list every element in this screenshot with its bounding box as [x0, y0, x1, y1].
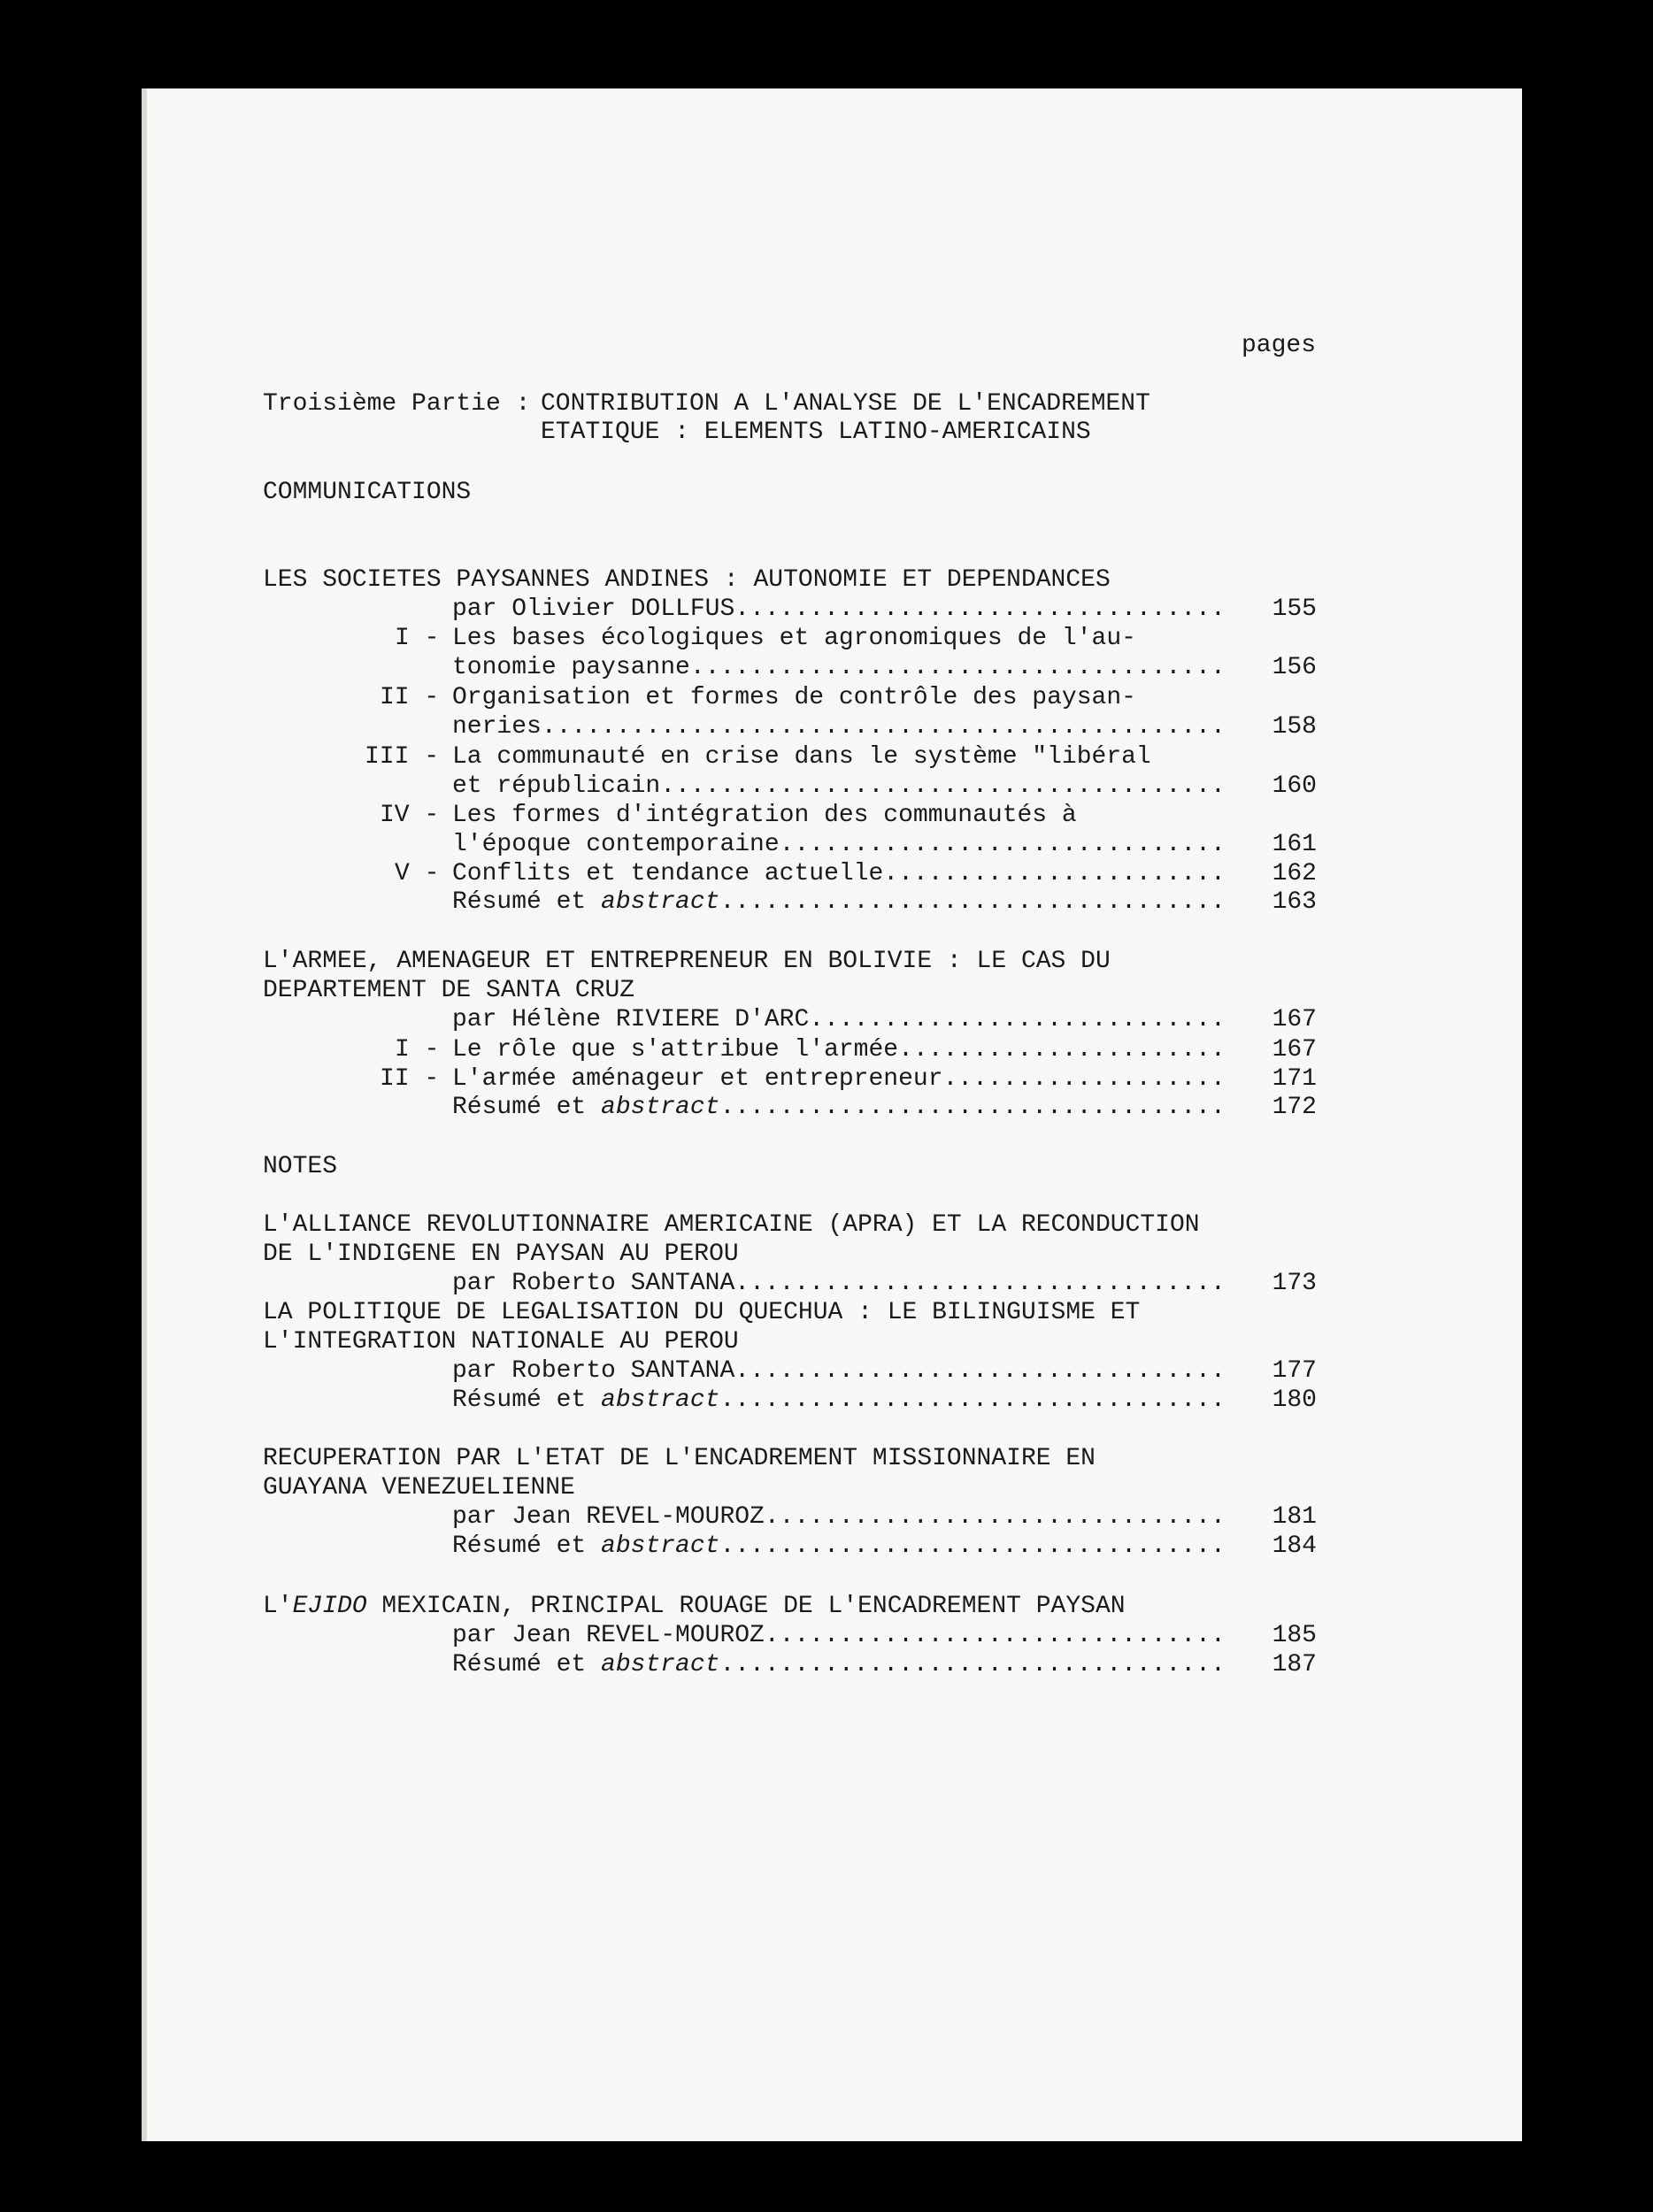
dot-leader: [719, 1532, 1219, 1561]
article1-item3-entry: [452, 772, 1317, 801]
note2-title-line1: LA POLITIQUE DE LEGALISATION DU QUECHUA : LE BILINGUISME ET: [263, 1299, 1141, 1326]
article1-item5-num: V -: [395, 860, 440, 887]
abstract-label: abstract: [601, 888, 720, 916]
dot-leader: [765, 1503, 1219, 1532]
article1-item1-line1: Les bases écologiques et agronomiques de l'au-: [452, 625, 1136, 652]
dot-leader: [719, 1386, 1219, 1415]
dot-leader: [719, 888, 1219, 917]
note3-title-line2: GUAYANA VENEZUELIENNE: [263, 1474, 575, 1502]
pages-header: pages: [1242, 332, 1317, 359]
article1-item4-line1: Les formes d'intégration des communautés à: [452, 802, 1077, 829]
article1-item3-page: 160: [1272, 772, 1317, 800]
note2-author: par Roberto SANTANA: [452, 1357, 735, 1385]
article2-author-page: 167: [1272, 1006, 1317, 1033]
article1-item1-num: I -: [395, 625, 440, 652]
dot-leader: [883, 860, 1219, 888]
abstract-label: abstract: [601, 1651, 720, 1678]
note2-resume-page: 180: [1272, 1386, 1317, 1414]
dot-leader: [765, 1622, 1219, 1650]
dot-leader: [719, 1651, 1219, 1679]
article2-item1-num: I -: [395, 1036, 440, 1064]
section-communications: COMMUNICATIONS: [263, 479, 472, 506]
dot-leader: [780, 831, 1219, 859]
dot-leader: [898, 1036, 1219, 1064]
article2-item1-entry: [452, 1036, 1317, 1064]
article1-item2-num: II -: [380, 684, 440, 711]
article1-item1-page: 156: [1272, 654, 1317, 681]
article2-item2-page: 171: [1272, 1065, 1317, 1093]
dot-leader: [660, 772, 1219, 801]
article1-item5-page: 162: [1272, 860, 1317, 887]
note4-title-italic: EJIDO: [292, 1593, 367, 1620]
article1-item4-line2: l'époque contemporaine: [452, 831, 780, 858]
resume-label: Résumé et: [452, 888, 602, 916]
article1-item3-line1: La communauté en crise dans le système "libéral: [452, 743, 1151, 771]
note1-author-page: 173: [1272, 1270, 1317, 1297]
dot-leader: [734, 1357, 1219, 1386]
note4-title-prefix: L': [263, 1593, 293, 1620]
article2-item2-entry: [452, 1065, 1317, 1094]
note1-author-entry: [452, 1270, 1317, 1298]
note4-resume-page: 187: [1272, 1651, 1317, 1678]
article1-item3-num: III -: [365, 743, 440, 771]
article2-title-line2: DEPARTEMENT DE SANTA CRUZ: [263, 977, 635, 1004]
dot-leader: [690, 654, 1219, 682]
article2-title-line1: L'ARMEE, AMENAGEUR ET ENTREPRENEUR EN BOLIVIE : LE CAS DU: [263, 948, 1111, 975]
note4-title-rest: MEXICAIN, PRINCIPAL ROUAGE DE L'ENCADREMENT PAYSAN: [366, 1593, 1126, 1620]
abstract-label: abstract: [601, 1094, 720, 1121]
article1-resume-page: 163: [1272, 888, 1317, 916]
abstract-label: abstract: [601, 1386, 720, 1414]
note3-author-entry: [452, 1503, 1317, 1532]
note3-title-line1: RECUPERATION PAR L'ETAT DE L'ENCADREMENT MISSIONNAIRE EN: [263, 1445, 1096, 1472]
note2-author-page: 177: [1272, 1357, 1317, 1385]
resume-label: Résumé et: [452, 1651, 602, 1678]
dot-leader: [719, 1094, 1219, 1122]
resume-label: Résumé et: [452, 1532, 602, 1560]
article2-resume-entry: [452, 1094, 1317, 1122]
note4-title: [263, 1593, 1126, 1621]
abstract-label: abstract: [601, 1532, 720, 1560]
note2-title-line2: L'INTEGRATION NATIONALE AU PEROU: [263, 1328, 739, 1356]
note3-author: par Jean REVEL-MOUROZ: [452, 1503, 765, 1531]
note1-title-line1: L'ALLIANCE REVOLUTIONNAIRE AMERICAINE (APRA) ET LA RECONDUCTION: [263, 1211, 1200, 1239]
dot-leader: [809, 1006, 1219, 1034]
article1-item1-line2: tonomie paysanne: [452, 654, 690, 681]
article2-author: par Hélène RIVIERE D'ARC: [452, 1006, 810, 1033]
article1-item2-page: 158: [1272, 713, 1317, 741]
article1-item4-page: 161: [1272, 831, 1317, 858]
article1-author-entry: [452, 595, 1317, 624]
note2-resume-entry: [452, 1386, 1317, 1415]
note1-title-line2: DE L'INDIGENE EN PAYSAN AU PEROU: [263, 1240, 739, 1268]
note1-author: par Roberto SANTANA: [452, 1270, 735, 1297]
article1-author: par Olivier DOLLFUS: [452, 595, 735, 623]
resume-label: Résumé et: [452, 1386, 602, 1414]
note4-author: par Jean REVEL-MOUROZ: [452, 1622, 765, 1649]
dot-leader: [734, 595, 1219, 624]
note3-author-page: 181: [1272, 1503, 1317, 1531]
article2-author-entry: [452, 1006, 1317, 1034]
article1-item2-line2: neries: [452, 713, 542, 741]
article1-item1-entry: [452, 654, 1317, 682]
article1-item2-line1: Organisation et formes de contrôle des paysan-: [452, 684, 1136, 711]
article1-item5-entry: [452, 860, 1317, 888]
note3-resume-page: 184: [1272, 1532, 1317, 1560]
article1-item5-line1: Conflits et tendance actuelle: [452, 860, 884, 887]
note4-resume-entry: [452, 1651, 1317, 1679]
dot-leader: [943, 1065, 1220, 1094]
article1-item2-entry: [452, 713, 1317, 741]
article2-item2-line1: L'armée aménageur et entrepreneur: [452, 1065, 943, 1093]
note4-author-entry: [452, 1622, 1317, 1650]
note4-author-page: 185: [1272, 1622, 1317, 1649]
resume-label: Résumé et: [452, 1094, 602, 1121]
dot-leader: [542, 713, 1219, 741]
note3-resume-entry: [452, 1532, 1317, 1561]
article2-item1-line1: Le rôle que s'attribue l'armée: [452, 1036, 899, 1064]
article1-author-page: 155: [1272, 595, 1317, 623]
part-title-line2: ETATIQUE : ELEMENTS LATINO-AMERICAINS: [541, 419, 1091, 446]
article1-item4-entry: [452, 831, 1317, 859]
section-notes: NOTES: [263, 1153, 338, 1180]
part-title-line1: CONTRIBUTION A L'ANALYSE DE L'ENCADREMENT: [541, 390, 1150, 418]
dot-leader: [734, 1270, 1219, 1298]
article1-item3-line2: et républicain: [452, 772, 661, 800]
article2-resume-page: 172: [1272, 1094, 1317, 1121]
note2-author-entry: [452, 1357, 1317, 1386]
part-label: Troisième Partie :: [263, 390, 531, 418]
article2-item2-num: II -: [380, 1065, 440, 1093]
article1-resume-entry: [452, 888, 1317, 917]
article2-item1-page: 167: [1272, 1036, 1317, 1064]
article1-item4-num: IV -: [380, 802, 440, 829]
article1-title: LES SOCIETES PAYSANNES ANDINES : AUTONOMIE ET DEPENDANCES: [263, 566, 1111, 594]
